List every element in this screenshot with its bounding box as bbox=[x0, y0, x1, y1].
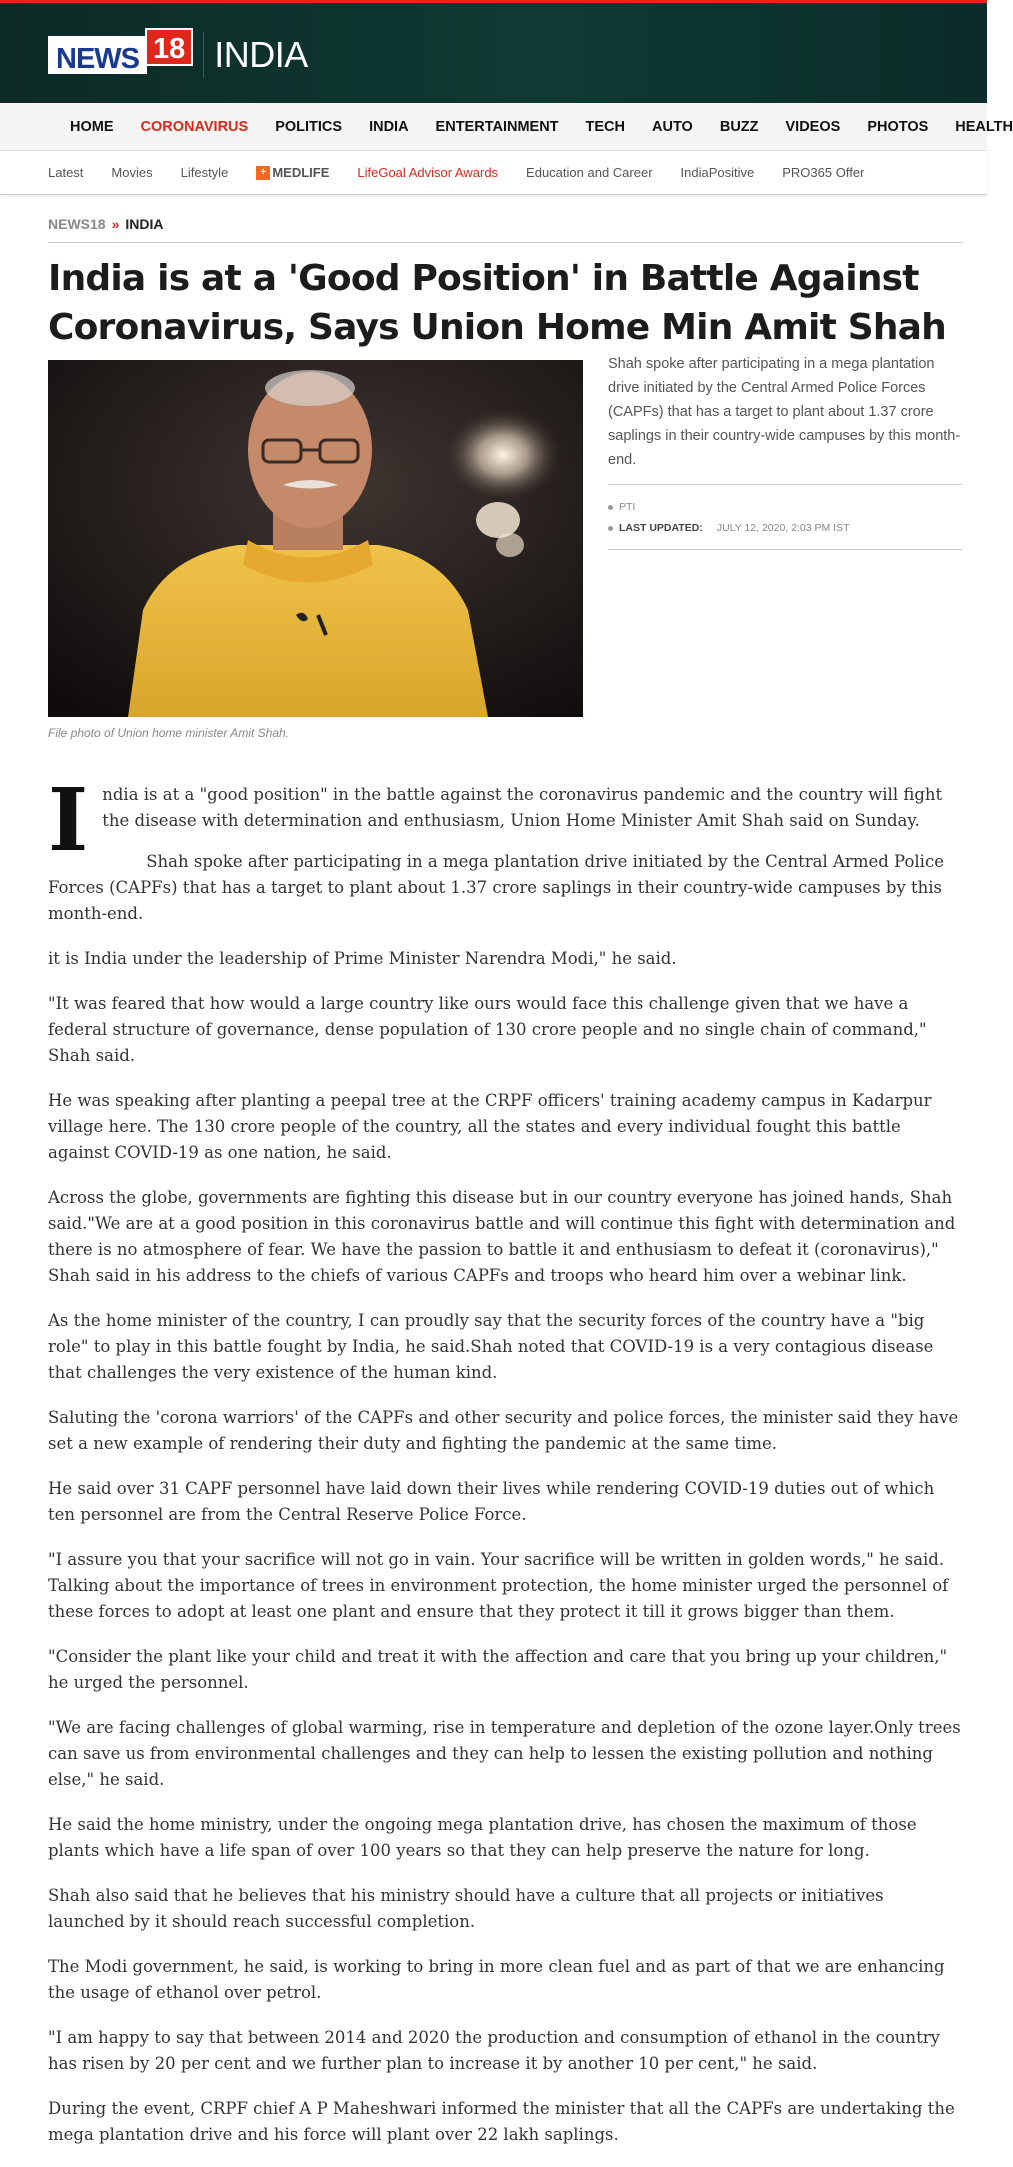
breadcrumb-root[interactable]: NEWS18 bbox=[48, 216, 106, 232]
article-paragraph: Shah also said that he believes that his ministry should have a culture that all projects or initiatives launched by it should reach successful completion. bbox=[48, 1886, 884, 1931]
subnav-latest[interactable]: Latest bbox=[48, 165, 84, 180]
breadcrumb-separator: » bbox=[111, 216, 120, 232]
logo-divider bbox=[203, 32, 204, 78]
medlife-cross-icon: + bbox=[256, 166, 270, 180]
article-title: India is at a 'Good Position' in Battle Against Coronavirus, Says Union Home Min Amit Shah bbox=[48, 258, 947, 348]
article-paragraph: "I assure you that your sacrifice will not go in vain. Your sacrifice will be written in golden words," he said. Talking about the importance of trees in environment protection, the home minister urged the personnel of these forces to adopt at least one plant and ensure that they protect it till it grows bigger than them. bbox=[48, 1550, 949, 1621]
article-paragraph: He was speaking after planting a peepal tree at the CRPF officers' training academy campus in Kadarpur village here. The 130 crore people of the country, all the states and every individual fought this battle against COVID-19 as one nation, he said. bbox=[48, 1091, 932, 1162]
article-sidebar bbox=[608, 352, 962, 550]
subnav-indiapositive[interactable]: IndiaPositive bbox=[680, 165, 755, 180]
nav-buzz[interactable]: BUZZ bbox=[719, 118, 759, 135]
medlife-label: MEDLIFE bbox=[272, 165, 330, 180]
logo-news-text: NEWS bbox=[48, 36, 147, 74]
nav-home[interactable]: HOME bbox=[70, 118, 114, 135]
lead-text: ndia is at a "good position" in the battle against the coronavirus pandemic and the country will fight the disease with determination and enthusiasm, Union Home Minister Amit Shah said on Sunday. bbox=[102, 785, 943, 830]
article-paragraph: As the home minister of the country, I can proudly say that the security forces of the country have a "big role" to play in this battle fought by India, he said.Shah noted that COVID-19 is a very contagious disease that challenges the very existence of the human kind. bbox=[48, 1311, 934, 1382]
sub-nav bbox=[0, 151, 987, 195]
nav-india[interactable]: INDIA bbox=[369, 118, 409, 135]
article-paragraph: "I am happy to say that between 2014 and 2020 the production and consumption of ethanol in the country has risen by 20 per cent and we further plan to increase it by another 10 per cent," he said. bbox=[48, 2028, 940, 2073]
nav-entertainment[interactable]: ENTERTAINMENT bbox=[435, 118, 559, 135]
article-lead bbox=[48, 770, 963, 871]
main-nav bbox=[0, 103, 1013, 151]
nav-tech[interactable]: TECH bbox=[585, 118, 626, 135]
site-header bbox=[0, 0, 987, 103]
subnav-medlife[interactable] bbox=[256, 165, 329, 180]
photo-caption: File photo of Union home minister Amit Shah. bbox=[48, 726, 290, 740]
article-summary: Shah spoke after participating in a mega plantation drive initiated by the Central Armed Police Forces (CAPFs) that has a target to plant about 1.37 crore saplings in their country-wide campuses by this month-end. bbox=[608, 352, 962, 485]
subnav-movies[interactable]: Movies bbox=[111, 165, 153, 180]
article-paragraph: "Consider the plant like your child and treat it with the affection and care that you bring up your children," he urged the personnel. bbox=[48, 1647, 948, 1692]
article-paragraph: He said the home ministry, under the ongoing mega plantation drive, has chosen the maximum of those plants which have a life span of over 100 years so that they can help preserve the nature for long. bbox=[48, 1815, 917, 1860]
article-paragraph: "It was feared that how would a large country like ours would face this challenge given that we have a federal structure of governance, dense population of 130 crore people and no single chain of command," Shah said. bbox=[48, 994, 927, 1065]
subnav-lifestyle[interactable]: Lifestyle bbox=[180, 165, 229, 180]
subnav-education[interactable]: Education and Career bbox=[526, 165, 653, 180]
article-paragraph: The Modi government, he said, is working to bring in more clean fuel and as part of that we are enhancing the usage of ethanol over petrol. bbox=[48, 1957, 945, 2002]
logo-18-badge: 18 bbox=[145, 28, 193, 66]
article-meta bbox=[608, 485, 962, 550]
nav-photos[interactable]: PHOTOS bbox=[867, 118, 929, 135]
article-source: PTI bbox=[619, 501, 636, 513]
bullet-icon bbox=[608, 526, 613, 531]
nav-politics[interactable]: POLITICS bbox=[275, 118, 343, 135]
nav-videos[interactable]: VIDEOS bbox=[785, 118, 841, 135]
last-updated-label: LAST UPDATED: bbox=[619, 522, 703, 534]
bullet-icon bbox=[608, 505, 613, 510]
article-photo bbox=[48, 360, 583, 717]
meta-updated-row bbox=[608, 518, 962, 539]
article-paragraph: "We are facing challenges of global warming, rise in temperature and depletion of the ozone layer.Only trees can save us from environmental challenges and they can help to lessen the existing pollution and nothing else," he said. bbox=[48, 1718, 961, 1789]
site-logo[interactable] bbox=[48, 32, 308, 78]
amit-shah-photo-illustration bbox=[48, 360, 583, 717]
breadcrumb bbox=[48, 216, 963, 243]
article-paragraph: it is India under the leadership of Prime Minister Narendra Modi," he said. bbox=[48, 949, 677, 968]
nav-coronavirus[interactable]: CORONAVIRUS bbox=[140, 118, 249, 135]
subnav-pro365[interactable]: PRO365 Offer bbox=[782, 165, 865, 180]
logo-edition: INDIA bbox=[214, 34, 308, 75]
article-paragraph: Shah spoke after participating in a mega plantation drive initiated by the Central Armed Police Forces (CAPFs) that has a target to plant about 1.37 crore saplings in their country-wide campuses by this month-end. bbox=[48, 852, 944, 923]
last-updated-value: JULY 12, 2020, 2:03 PM IST bbox=[716, 522, 850, 534]
subnav-lifegoal[interactable]: LifeGoal Advisor Awards bbox=[357, 165, 499, 180]
article-paragraph: He said over 31 CAPF personnel have laid down their lives while rendering COVID-19 duties out of which ten personnel are from the Central Reserve Police Force. bbox=[48, 1479, 935, 1524]
article-paragraph: Across the globe, governments are fighting this disease but in our country everyone has joined hands, Shah said."We are at a good position in this coronavirus battle and will continue this fight with determination and there is no atmosphere of fear. We have the passion to battle it and enthusiasm to defeat it (coronavirus)," Shah said in his address to the chiefs of various CAPFs and troops who heard him over a webinar link. bbox=[48, 1188, 956, 1285]
breadcrumb-current[interactable]: INDIA bbox=[125, 216, 164, 232]
nav-health[interactable]: HEALTH bbox=[955, 118, 1013, 135]
article-paragraph: Saluting the 'corona warriors' of the CAPFs and other security and police forces, the minister said they have set a new example of rendering their duty and fighting the pandemic at the same time. bbox=[48, 1408, 959, 1453]
article-body bbox=[48, 770, 963, 2167]
article-paragraph: During the event, CRPF chief A P Maheshwari informed the minister that all the CAPFs are undertaking the mega plantation drive and his force will plant over 22 lakh saplings. bbox=[48, 2099, 955, 2144]
meta-source-row bbox=[608, 497, 962, 518]
drop-cap: I bbox=[48, 770, 89, 871]
nav-auto[interactable]: AUTO bbox=[652, 118, 693, 135]
